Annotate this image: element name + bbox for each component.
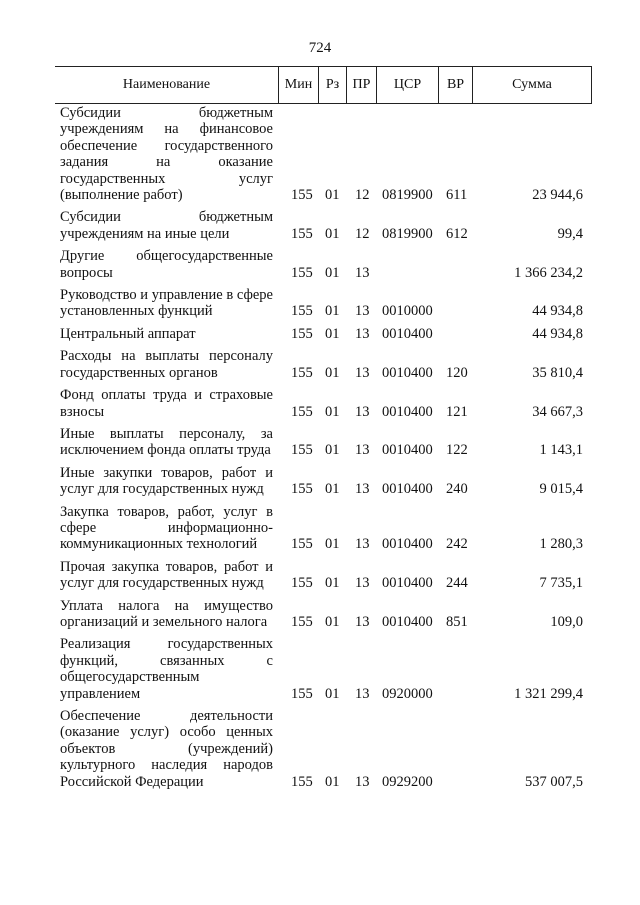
row-name: Фонд оплаты труда и страховые взносы bbox=[60, 387, 273, 420]
cell-rz: 01 bbox=[325, 685, 340, 702]
cell-sum: 1 143,1 bbox=[539, 442, 583, 459]
row-name: Уплата налога на имущество организаций и земельного налога bbox=[60, 597, 273, 630]
row-name: Закупка товаров, работ, услуг в сфере информационно-коммуникационных технологий bbox=[60, 503, 273, 553]
cell-pr: 13 bbox=[355, 364, 370, 381]
cell-rz: 01 bbox=[325, 364, 340, 381]
table-row bbox=[0, 105, 640, 203]
cell-min: 155 bbox=[291, 481, 313, 498]
cell-pr: 13 bbox=[355, 442, 370, 459]
cell-sum: 7 735,1 bbox=[539, 575, 583, 592]
cell-csr: 0920000 bbox=[382, 685, 433, 702]
cell-min: 155 bbox=[291, 442, 313, 459]
cell-csr: 0010400 bbox=[382, 575, 433, 592]
cell-pr: 13 bbox=[355, 403, 370, 420]
cell-csr: 0010400 bbox=[382, 536, 433, 553]
cell-rz: 01 bbox=[325, 225, 340, 242]
table-row bbox=[0, 287, 640, 320]
cell-rz: 01 bbox=[325, 187, 340, 204]
row-values bbox=[0, 575, 640, 591]
column-header-min: Мин bbox=[278, 67, 318, 103]
cell-sum: 44 934,8 bbox=[532, 303, 583, 320]
cell-sum: 23 944,6 bbox=[532, 187, 583, 204]
cell-pr: 13 bbox=[355, 325, 370, 342]
row-name: Другие общегосударственные вопросы bbox=[60, 248, 273, 281]
cell-sum: 99,4 bbox=[557, 225, 583, 242]
table-row bbox=[0, 426, 640, 459]
row-values bbox=[0, 187, 640, 203]
cell-sum: 44 934,8 bbox=[532, 325, 583, 342]
table-row bbox=[0, 387, 640, 420]
cell-rz: 01 bbox=[325, 303, 340, 320]
column-header-rz: Рз bbox=[318, 67, 346, 103]
cell-vr: 120 bbox=[446, 364, 468, 381]
cell-rz: 01 bbox=[325, 264, 340, 281]
table-row bbox=[0, 598, 640, 631]
row-name: Субсидии бюджетным учреждениям на финансовое обеспечение государственного задания на оказание государственных услуг (выполнение работ) bbox=[60, 105, 273, 204]
cell-pr: 13 bbox=[355, 613, 370, 630]
cell-csr: 0819900 bbox=[382, 187, 433, 204]
column-header-csr: ЦСР bbox=[376, 67, 438, 103]
column-header-sum: Сумма bbox=[472, 67, 592, 103]
cell-vr: 244 bbox=[446, 575, 468, 592]
cell-rz: 01 bbox=[325, 773, 340, 790]
cell-vr: 122 bbox=[446, 442, 468, 459]
cell-rz: 01 bbox=[325, 403, 340, 420]
cell-rz: 01 bbox=[325, 442, 340, 459]
table-row bbox=[0, 248, 640, 281]
table-row bbox=[0, 326, 640, 342]
row-name: Центральный аппарат bbox=[60, 325, 196, 342]
row-name: Иные закупки товаров, работ и услуг для государственных нужд bbox=[60, 464, 273, 498]
row-values bbox=[0, 303, 640, 319]
cell-sum: 9 015,4 bbox=[539, 481, 583, 498]
cell-csr: 0010400 bbox=[382, 613, 433, 630]
page-number: 724 bbox=[308, 40, 332, 56]
cell-vr: 612 bbox=[446, 225, 468, 242]
cell-min: 155 bbox=[291, 773, 313, 790]
row-values bbox=[0, 442, 640, 458]
cell-csr: 0819900 bbox=[382, 225, 433, 242]
cell-min: 155 bbox=[291, 685, 313, 702]
row-values bbox=[0, 365, 640, 381]
row-values bbox=[0, 686, 640, 702]
row-name: Руководство и управление в сфере установленных функций bbox=[60, 287, 273, 320]
row-values bbox=[0, 326, 640, 342]
cell-csr: 0010400 bbox=[382, 403, 433, 420]
table-row bbox=[0, 708, 640, 790]
cell-min: 155 bbox=[291, 325, 313, 342]
row-values bbox=[0, 774, 640, 790]
table-row bbox=[0, 209, 640, 242]
table-body bbox=[0, 105, 640, 796]
cell-rz: 01 bbox=[325, 536, 340, 553]
cell-rz: 01 bbox=[325, 575, 340, 592]
cell-min: 155 bbox=[291, 575, 313, 592]
row-values bbox=[0, 481, 640, 497]
cell-pr: 12 bbox=[355, 225, 370, 242]
cell-pr: 13 bbox=[355, 536, 370, 553]
cell-min: 155 bbox=[291, 264, 313, 281]
table-row bbox=[0, 348, 640, 381]
cell-min: 155 bbox=[291, 364, 313, 381]
cell-min: 155 bbox=[291, 187, 313, 204]
cell-csr: 0010400 bbox=[382, 481, 433, 498]
cell-vr: 611 bbox=[446, 187, 468, 204]
cell-sum: 34 667,3 bbox=[532, 403, 583, 420]
cell-rz: 01 bbox=[325, 325, 340, 342]
cell-sum: 1 366 234,2 bbox=[514, 264, 583, 281]
table-header bbox=[55, 66, 592, 104]
cell-min: 155 bbox=[291, 536, 313, 553]
row-values bbox=[0, 226, 640, 242]
cell-min: 155 bbox=[291, 303, 313, 320]
table-row bbox=[0, 465, 640, 498]
cell-min: 155 bbox=[291, 613, 313, 630]
cell-csr: 0929200 bbox=[382, 773, 433, 790]
cell-min: 155 bbox=[291, 225, 313, 242]
cell-csr: 0010400 bbox=[382, 364, 433, 381]
column-header-name: Наименование bbox=[122, 77, 211, 92]
cell-vr: 240 bbox=[446, 481, 468, 498]
cell-sum: 1 280,3 bbox=[539, 536, 583, 553]
row-name: Расходы на выплаты персоналу государственных органов bbox=[60, 348, 273, 381]
cell-rz: 01 bbox=[325, 613, 340, 630]
cell-pr: 13 bbox=[355, 481, 370, 498]
row-name: Прочая закупка товаров, работ и услуг для государственных нужд bbox=[60, 558, 273, 592]
row-name: Реализация государственных функций, связанных с общегосударственным управлением bbox=[60, 636, 273, 702]
table-row bbox=[0, 504, 640, 553]
cell-vr: 121 bbox=[446, 403, 468, 420]
cell-pr: 12 bbox=[355, 187, 370, 204]
row-name: Обеспечение деятельности (оказание услуг) особо ценных объектов (учреждений) культурного наследия народов Российской Федерации bbox=[60, 708, 273, 790]
row-name: Субсидии бюджетным учреждениям на иные цели bbox=[60, 209, 273, 242]
cell-pr: 13 bbox=[355, 264, 370, 281]
column-header-vr: ВР bbox=[438, 67, 472, 103]
row-values bbox=[0, 265, 640, 281]
column-header-pr: ПР bbox=[346, 67, 376, 103]
row-name: Иные выплаты персоналу, за исключением фонда оплаты труда bbox=[60, 425, 273, 459]
cell-sum: 537 007,5 bbox=[525, 773, 583, 790]
cell-sum: 35 810,4 bbox=[532, 364, 583, 381]
cell-pr: 13 bbox=[355, 685, 370, 702]
cell-pr: 13 bbox=[355, 575, 370, 592]
cell-sum: 109,0 bbox=[550, 613, 583, 630]
cell-pr: 13 bbox=[355, 773, 370, 790]
cell-vr: 242 bbox=[446, 536, 468, 553]
table-row bbox=[0, 636, 640, 702]
cell-csr: 0010400 bbox=[382, 325, 433, 342]
cell-csr: 0010000 bbox=[382, 303, 433, 320]
cell-pr: 13 bbox=[355, 303, 370, 320]
row-values bbox=[0, 614, 640, 630]
row-values bbox=[0, 404, 640, 420]
row-values bbox=[0, 536, 640, 552]
cell-rz: 01 bbox=[325, 481, 340, 498]
cell-min: 155 bbox=[291, 403, 313, 420]
table-row bbox=[0, 559, 640, 592]
cell-sum: 1 321 299,4 bbox=[514, 685, 583, 702]
cell-csr: 0010400 bbox=[382, 442, 433, 459]
cell-vr: 851 bbox=[446, 613, 468, 630]
